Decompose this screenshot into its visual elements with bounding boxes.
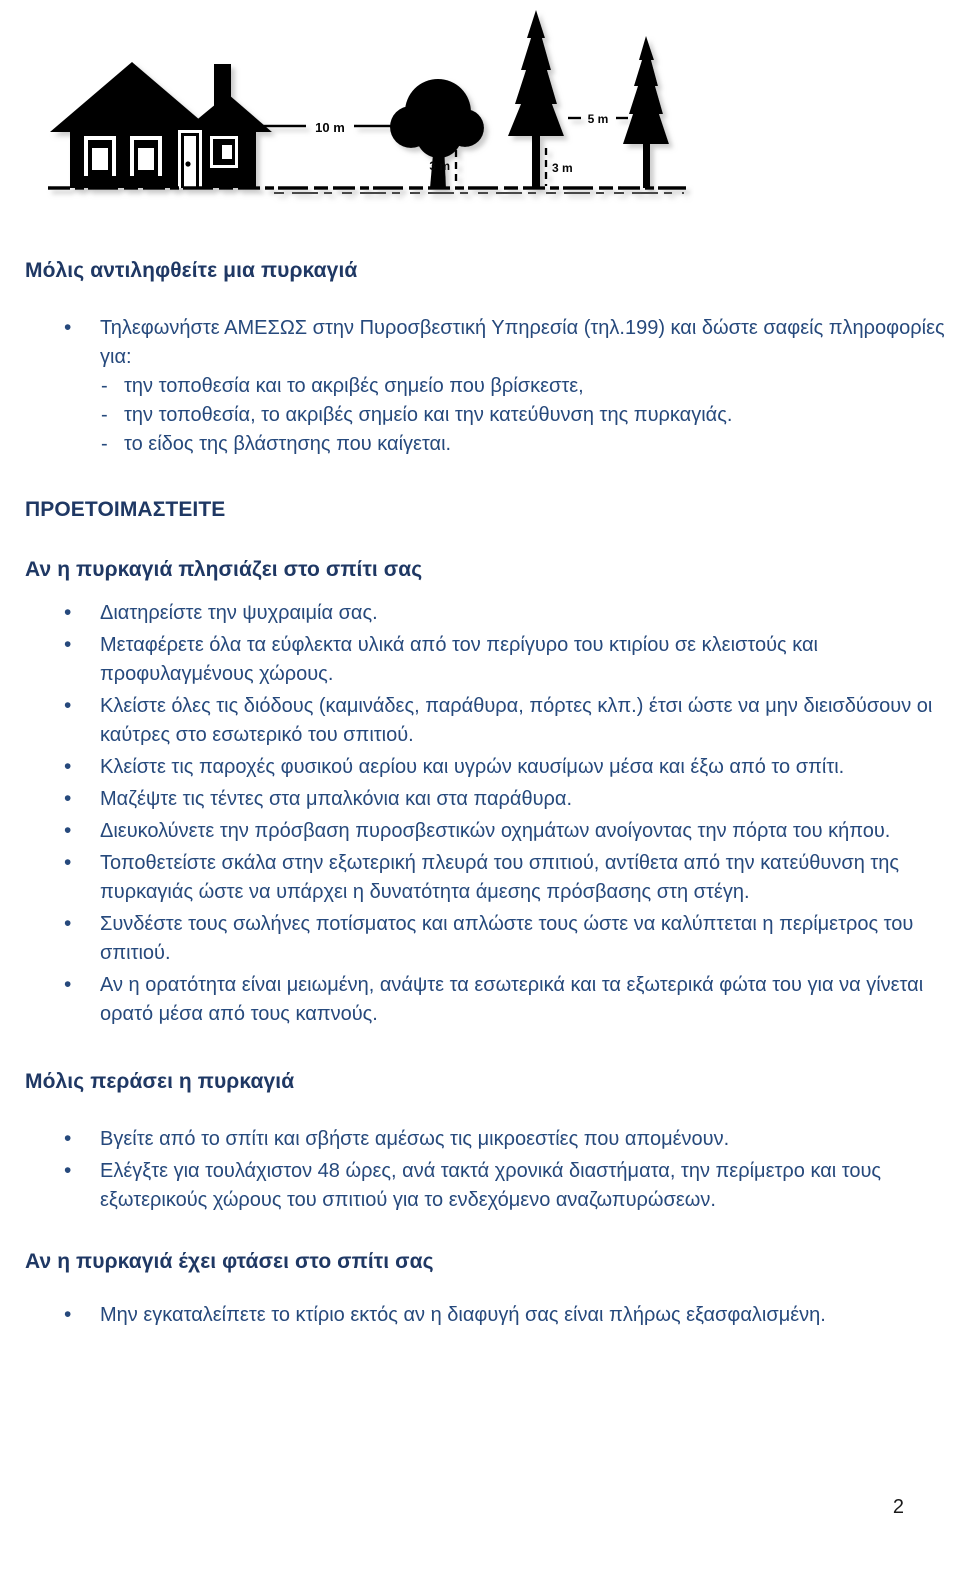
list-item bbox=[25, 971, 960, 1029]
bullet-icon: • bbox=[64, 851, 72, 874]
bullet-icon: • bbox=[64, 819, 72, 842]
bullet-text: Συνδέστε τους σωλήνες ποτίσματος και απλώστε τους ώστε να καλύπτεται η περίμετρος του σπιτιού. bbox=[100, 913, 914, 964]
house-silhouette bbox=[50, 62, 272, 188]
section-heading-fire-reached-house: Αν η πυρκαγιά έχει φτάσει στο σπίτι σας bbox=[25, 1250, 434, 1273]
bullet-text: Βγείτε από το σπίτι και σβήστε αμέσως τις μικροεστίες που απομένουν. bbox=[100, 1128, 730, 1150]
section-heading-when-you-notice-fire: Μόλις αντιληφθείτε μια πυρκαγιά bbox=[25, 259, 358, 282]
list-item bbox=[25, 631, 960, 689]
distance-label-tree-height-1: 3 m bbox=[429, 159, 450, 173]
list-item bbox=[25, 849, 960, 907]
bullet-text: Ελέγξτε για τουλάχιστον 48 ώρες, ανά τακτά χρονικά διαστήματα, την περίμετρο και τους εξωτερικούς χώρους του σπιτιού για το ενδεχόμενο αναζωπυρώσεων. bbox=[100, 1160, 882, 1211]
list-item bbox=[25, 1125, 960, 1154]
list-item bbox=[25, 314, 960, 459]
dash-sublist bbox=[100, 372, 960, 459]
section-heading-prepare: ΠΡΟΕΤΟΙΜΑΣΤΕΙΤΕ bbox=[25, 498, 226, 521]
list-item bbox=[25, 785, 960, 814]
list-item bbox=[25, 1301, 960, 1330]
list-item bbox=[25, 753, 960, 782]
list-item bbox=[25, 599, 960, 628]
bullet-text: Κλείστε όλες τις διόδους (καμινάδες, παράθυρα, πόρτες κλπ.) έτσι ώστε να μην διεισδύσουν οι καύτρες στο εσωτερικό του σπιτιού. bbox=[100, 695, 933, 746]
bullet-icon: • bbox=[64, 1159, 72, 1182]
list-item bbox=[100, 430, 960, 459]
bullet-text: Διευκολύνετε την πρόσβαση πυροσβεστικών οχημάτων ανοίγοντας την πόρτα του κήπου. bbox=[100, 820, 891, 842]
section-heading-after-fire: Μόλις περάσει η πυρκαγιά bbox=[25, 1070, 295, 1093]
bullet-icon: • bbox=[64, 633, 72, 656]
list-item bbox=[25, 1157, 960, 1215]
bullet-text: Μαζέψτε τις τέντες στα μπαλκόνια και στα παράθυρα. bbox=[100, 788, 573, 810]
dash-icon: - bbox=[101, 433, 108, 455]
bullet-text: Διατηρείστε την ψυχραιμία σας. bbox=[100, 602, 378, 624]
bullet-icon: • bbox=[64, 912, 72, 935]
page-number: 2 bbox=[892, 1496, 904, 1518]
list-item bbox=[25, 692, 960, 750]
dash-icon: - bbox=[101, 375, 108, 397]
bullet-text: Τοποθετείστε σκάλα στην εξωτερική πλευρά του σπιτιού, αντίθετα από την κατεύθυνση της πυρκαγιάς ώστε να υπάρχει η δυνατότητα άμεσης πρόσβασης στη στέγη. bbox=[100, 852, 900, 903]
list-item bbox=[25, 910, 960, 968]
safety-distances-illustration bbox=[44, 6, 694, 206]
bullet-list-notice-fire bbox=[25, 314, 960, 459]
sub-item-text: την τοποθεσία και το ακριβές σημείο που βρίσκεστε, bbox=[124, 375, 584, 397]
bullet-icon: • bbox=[64, 755, 72, 778]
distance-label-tree-height-2: 3 m bbox=[552, 161, 573, 175]
dash-icon: - bbox=[101, 404, 108, 426]
distance-label-house-to-tree: 10 m bbox=[315, 120, 345, 135]
bullet-text: Μεταφέρετε όλα τα εύφλεκτα υλικά από τον περίγυρο του κτιρίου σε κλειστούς και προφυλαγμένους χώρους. bbox=[100, 634, 818, 685]
sub-item-text: την τοποθεσία, το ακριβές σημείο και την κατεύθυνση της πυρκαγιάς. bbox=[124, 404, 733, 426]
list-item bbox=[100, 372, 960, 401]
list-item bbox=[25, 817, 960, 846]
sub-item-text: το είδος της βλάστησης που καίγεται. bbox=[124, 433, 452, 455]
bullet-icon: • bbox=[64, 316, 72, 339]
bullet-text: Αν η ορατότητα είναι μειωμένη, ανάψτε τα εσωτερικά και τα εξωτερικά φώτα του για να γίνεται ορατό μέσα από τους καπνούς. bbox=[100, 974, 924, 1025]
bullet-list-fire-reached-house bbox=[25, 1301, 960, 1330]
bullet-icon: • bbox=[64, 1303, 72, 1326]
bullet-text: Κλείστε τις παροχές φυσικού αερίου και υγρών καυσίμων μέσα και έξω από το σπίτι. bbox=[100, 756, 845, 778]
bullet-icon: • bbox=[64, 973, 72, 996]
illustration-svg bbox=[44, 6, 694, 206]
bullet-icon: • bbox=[64, 601, 72, 624]
bullet-icon: • bbox=[64, 1127, 72, 1150]
bullet-list-fire-approaching bbox=[25, 599, 960, 1029]
bullet-text: Μην εγκαταλείπετε το κτίριο εκτός αν η διαφυγή σας είναι πλήρως εξασφαλισμένη. bbox=[100, 1304, 826, 1326]
bullet-text: Τηλεφωνήστε ΑΜΕΣΩΣ στην Πυροσβεστική Υπηρεσία (τηλ.199) και δώστε σαφείς πληροφορίες για: bbox=[100, 317, 945, 368]
ground-line bbox=[48, 188, 686, 193]
bullet-list-after-fire bbox=[25, 1125, 960, 1215]
list-item bbox=[100, 401, 960, 430]
distance-label-between-trees: 5 m bbox=[587, 112, 609, 126]
bullet-icon: • bbox=[64, 787, 72, 810]
conifer-tree-short bbox=[623, 36, 669, 188]
section-heading-fire-approaching: Αν η πυρκαγιά πλησιάζει στο σπίτι σας bbox=[25, 558, 423, 581]
bullet-icon: • bbox=[64, 694, 72, 717]
